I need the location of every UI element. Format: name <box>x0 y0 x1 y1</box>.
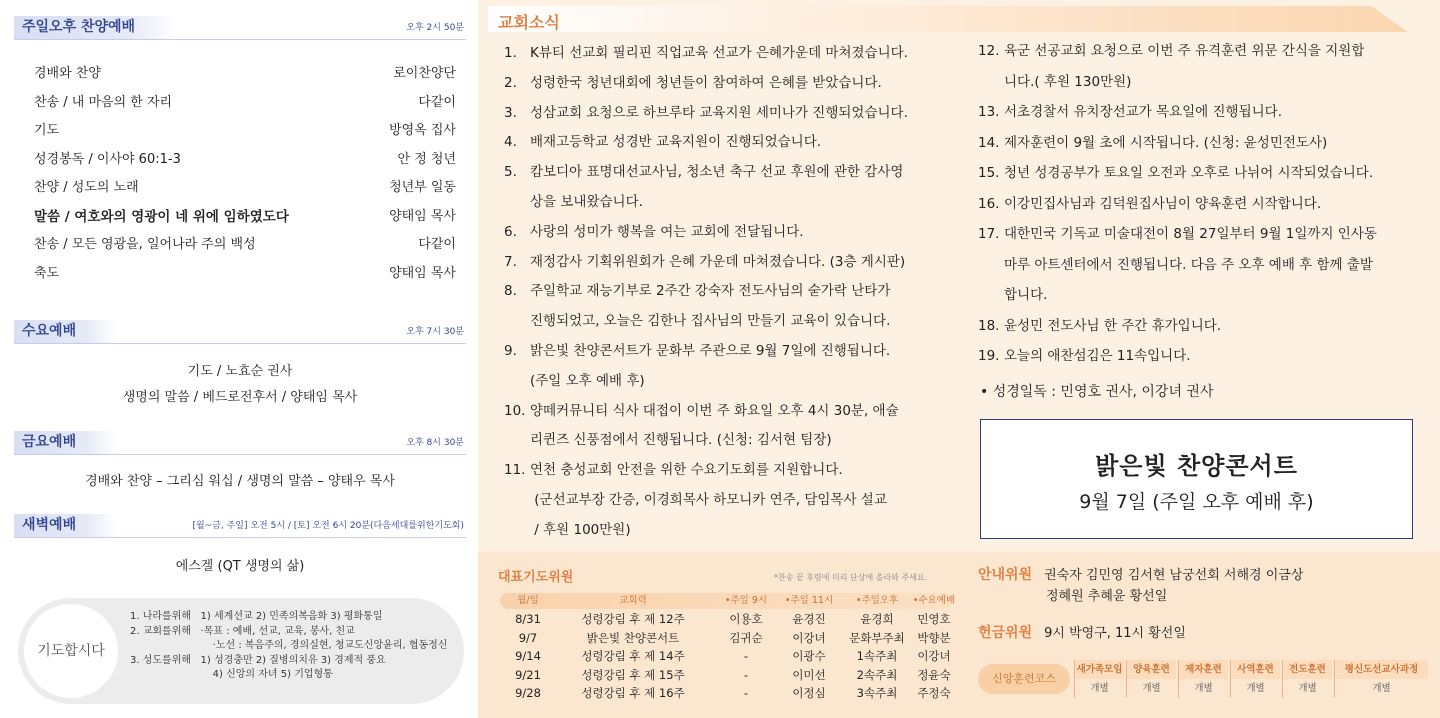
prayer-reps-cell: 2속주최 <box>856 667 898 682</box>
news-item-text: 밝은빛 찬양콘서트가 문화부 주관으로 9월 7일에 진행됩니다. <box>530 343 891 359</box>
news-item <box>504 337 890 367</box>
news-item-number: 14. <box>978 134 1000 151</box>
sunday-order-leader: 로이찬양단 <box>393 66 456 81</box>
prayer-reps-cell: 정윤숙 <box>917 667 951 682</box>
news-item <box>978 251 1373 281</box>
sunday-order-item: 찬송 / 내 마음의 한 자리 <box>34 94 173 110</box>
news-item <box>504 218 804 248</box>
friday-line-1: 경배와 찬양 – 그리심 워십 / 생명의 말씀 – 양태우 목사 <box>85 474 395 489</box>
prayer-reps-col-header: •주일오후 <box>855 595 899 606</box>
prayer-reps-cell: 이강녀 <box>917 649 951 663</box>
prayer-reps-cell: 9/7 <box>518 630 538 645</box>
prayer-reps-cell: 성령강림 후 제 15주 <box>581 667 685 682</box>
sunday-service-header <box>14 16 466 40</box>
news-item <box>978 190 1321 220</box>
training-course <box>1282 660 1332 698</box>
prayer-reps-cell: 박향분 <box>917 630 951 645</box>
prayer-reps-cell: 이정심 <box>792 686 826 700</box>
prayer-topic-line: 4) 신앙의 자녀 5) 기업형통 <box>130 669 333 680</box>
prayer-reps-col-header: •수요예배 <box>912 595 956 606</box>
prayer-reps-cell: 9/28 <box>515 686 541 700</box>
news-item <box>978 68 1131 98</box>
news-item-text: (주일 오후 예배 후) <box>530 372 645 389</box>
prayer-reps-row <box>500 684 952 702</box>
sunday-order-leader: 다같이 <box>418 237 456 252</box>
news-item <box>504 39 908 69</box>
sunday-order-row <box>34 120 456 142</box>
news-item <box>978 281 1047 311</box>
prayer-reps-cell: 8/31 <box>515 612 541 626</box>
training-course-value: 개별 <box>1246 683 1265 694</box>
news-item <box>504 158 903 188</box>
training-course <box>1178 660 1228 698</box>
news-title: 교회소식 <box>498 13 560 32</box>
news-item-number: 8. <box>504 283 517 300</box>
prayer-reps-cell: 9/21 <box>515 667 541 682</box>
sunday-order-row <box>34 177 456 199</box>
news-item <box>978 342 1191 372</box>
prayer-reps-header <box>500 593 956 609</box>
news-item <box>504 99 908 129</box>
news-item-number: 7. <box>504 253 517 270</box>
sunday-order-leader: 안 정 청년 <box>397 151 456 167</box>
news-item-text: 오늘의 애찬섬김은 11속입니다. <box>1004 348 1191 364</box>
bible-reading-names: : 민영호 권사, 이강녀 권사 <box>1046 384 1214 400</box>
training-label: 신앙훈련코스 <box>978 664 1070 694</box>
sunday-order-leader: 청년부 일동 <box>389 180 456 195</box>
training-course <box>1126 660 1176 698</box>
news-header-band <box>488 6 1408 32</box>
sunday-order-row <box>34 234 456 256</box>
wednesday-line-1: 기도 / 노효순 권사 <box>187 364 293 379</box>
training-course <box>1074 660 1124 698</box>
ushers-label: 안내위원 <box>978 567 1033 583</box>
news-item <box>978 129 1327 159</box>
wednesday-service-title: 수요예배 <box>14 320 116 343</box>
news-header <box>478 0 1440 34</box>
sunday-order-row <box>34 63 456 85</box>
news-item-text: 윤성민 전도사님 한 주간 휴가입니다. <box>1004 317 1222 334</box>
prayer-reps-cell: 주정숙 <box>917 686 951 700</box>
prayer-reps-row <box>500 629 952 647</box>
prayer-reps-cell: 이미선 <box>792 667 826 682</box>
news-item-text: 양떼커뮤니티 식사 대접이 이번 주 화요일 오후 4시 30분, 애슐 <box>530 402 899 419</box>
worship-schedule-panel <box>0 0 478 718</box>
news-item-text: 리퀸즈 신풍점에서 진행됩니다. (신청: 김서현 팀장) <box>530 432 832 449</box>
news-item-text: 이강민집사님과 김덕원집사님이 양육훈련 시작합니다. <box>1004 195 1322 212</box>
offering-label: 헌금위원 <box>978 625 1033 641</box>
ushers-line-1: 권숙자 김민영 김서현 남궁선회 서해경 이금상 <box>1044 568 1304 583</box>
news-item-text: / 후원 100만원) <box>530 521 631 538</box>
prayer-reps-col-header: 월/일 <box>517 595 539 606</box>
sunday-order-item: 성경봉독 / 이사야 60:1-3 <box>34 151 181 167</box>
news-item-text: 청년 성경공부가 토요일 오전과 오후로 나뉘어 시작되었습니다. <box>1004 165 1374 181</box>
prayer-reps-cell: - <box>743 667 749 682</box>
sunday-order-row <box>34 92 456 114</box>
news-item <box>504 367 645 397</box>
church-news-panel <box>478 0 1440 718</box>
dawn-service-time: [월~금, 주일] 오전 5시 / [토] 오전 6시 20분(다음세대를위한기도회) <box>192 521 464 531</box>
prayer-reps-cell: 9/14 <box>515 649 541 663</box>
prayer-reps-title: 대표기도위원 <box>498 570 574 585</box>
prayer-reps-cell: 이광수 <box>792 649 826 663</box>
prayer-reps-cell: - <box>743 649 749 663</box>
friday-service-header <box>14 431 466 455</box>
prayer-reps-cell: 성령강림 후 제 14주 <box>581 649 685 663</box>
news-item-text: 주일학교 재능기부로 2주간 강숙자 전도사님의 숟가락 난타가 <box>530 283 891 300</box>
news-item <box>504 277 890 307</box>
news-item-number: 2. <box>504 74 517 91</box>
news-item-number: 18. <box>978 317 1000 334</box>
friday-service-title: 금요예배 <box>14 431 116 454</box>
news-item-text: K뷰티 선교회 필리핀 직업교육 선교가 은혜가운데 마쳐졌습니다. <box>530 45 908 61</box>
news-item-text: 제자훈련이 9월 초에 시작됩니다. (신청: 윤성민전도사) <box>1004 134 1328 151</box>
news-item-text: 성삼교회 요청으로 하브루타 교육지원 세미나가 진행되었습니다. <box>530 104 908 121</box>
training-course-value: 개별 <box>1090 683 1109 694</box>
offering-text: 9시 박영구, 11시 황선일 <box>1044 626 1186 641</box>
news-item-text: 서초경찰서 유치장선교가 목요일에 진행됩니다. <box>1004 104 1282 120</box>
training-course <box>1230 660 1280 698</box>
prayer-reps-cell: 1속주최 <box>856 649 898 663</box>
news-item <box>504 69 882 99</box>
wednesday-service-time: 오후 7시 30분 <box>406 327 464 337</box>
news-item-text: 진행되었고, 오늘은 김한나 집사님의 만들기 교육이 있습니다. <box>530 313 891 330</box>
training-course-name: 전도훈련 <box>1283 660 1332 679</box>
news-item-number: 4. <box>504 134 517 151</box>
prayer-reps-col-header: •주일 9시 <box>724 595 768 606</box>
sunday-order-leader: 방영옥 집사 <box>389 123 456 138</box>
news-item-number: 13. <box>978 104 1000 120</box>
prayer-box <box>18 598 464 704</box>
news-item <box>504 456 843 486</box>
prayer-reps-row <box>500 647 952 665</box>
training-course-value: 개별 <box>1194 683 1213 694</box>
concert-box <box>980 419 1413 539</box>
news-item <box>504 248 905 278</box>
prayer-reps-cell: 윤경진 <box>792 612 826 626</box>
news-item-text: 성령한국 청년대회에 청년들이 참여하여 은혜를 받았습니다. <box>530 74 882 91</box>
sunday-order-row <box>34 263 456 285</box>
concert-subtitle: 9월 7일 (주일 오후 예배 후) <box>1079 491 1314 513</box>
prayer-reps-cell: 김귀순 <box>729 630 763 645</box>
training-course-value: 개별 <box>1298 683 1317 694</box>
news-item-text: 캄보디아 표명대선교사님, 청소년 축구 선교 후원에 관한 감사영 <box>530 164 904 181</box>
sunday-order-item: 기도 <box>34 123 60 138</box>
prayer-reps-cell: 이강녀 <box>792 630 826 645</box>
training-course-name: 사역훈련 <box>1231 660 1280 679</box>
training-course-value: 개별 <box>1142 683 1161 694</box>
prayer-reps-cell: 3속주최 <box>856 686 898 700</box>
wednesday-service-header <box>14 320 466 344</box>
friday-service-time: 오후 8시 30분 <box>406 438 464 448</box>
news-item-text: 사랑의 성미가 행복을 여는 교회에 전달됩니다. <box>530 223 804 240</box>
wednesday-line-2: 생명의 말씀 / 베드로전후서 / 양태임 목사 <box>122 390 358 405</box>
prayer-reps-cell: - <box>743 686 749 700</box>
prayer-reps-cell: 윤경희 <box>860 612 894 626</box>
news-item-text: 대한민국 기독교 미술대전이 8월 27일부터 9월 1일까지 인사동 <box>1004 226 1377 242</box>
news-item <box>978 159 1373 189</box>
prayer-reps-note: *찬송 끝 후렴에 미리 단상에 올라와 주세요. <box>774 573 928 582</box>
ushers-line-2: 정혜원 추혜윤 황선일 <box>1046 589 1168 604</box>
bottom-section <box>478 552 1440 718</box>
news-item-text: (군선교부장 간증, 이경희목사 하모니카 연주, 담임목사 설교 <box>530 492 887 508</box>
sunday-order-leader: 다같이 <box>418 94 456 110</box>
news-item-text: 니다.( 후원 130만원) <box>1004 73 1132 90</box>
news-item-text: 합니다. <box>1004 287 1048 303</box>
news-item <box>504 486 887 516</box>
news-item-number: 5. <box>504 164 517 181</box>
prayer-reps-col-header: •주일 11시 <box>784 595 834 606</box>
news-item-number: 19. <box>978 348 1000 364</box>
news-item <box>504 128 821 158</box>
news-item-number: 3. <box>504 104 517 121</box>
sunday-order-row <box>34 206 456 228</box>
sunday-order-item: 찬양 / 성도의 노래 <box>34 180 139 195</box>
prayer-topic-line: ·노선 : 복음주의, 경의실현, 청교도신앙윤리, 협동정신 <box>130 640 448 651</box>
prayer-label: 기도합시다 <box>24 604 118 698</box>
concert-title: 밝은빛 찬양콘서트 <box>1095 452 1298 480</box>
news-item-text: 육군 선공교회 요청으로 이번 주 유격훈련 위문 간식을 지원합 <box>1004 43 1365 59</box>
training-course-name: 양육훈련 <box>1127 660 1176 679</box>
prayer-topics <box>130 610 447 683</box>
ushers <box>978 564 1303 587</box>
news-item <box>978 37 1364 67</box>
training-course <box>1334 660 1428 698</box>
sunday-order-leader: 양태임 목사 <box>389 265 456 281</box>
news-item <box>504 188 643 218</box>
news-item-number: 16. <box>978 195 1000 212</box>
news-item <box>504 307 890 337</box>
training-course-name: 평신도선교사과정 <box>1335 660 1428 679</box>
news-item <box>504 516 631 546</box>
prayer-topic-line: 1. 나라를위해 1) 세계선교 2) 민족의복음화 3) 평화통일 <box>130 611 383 622</box>
prayer-reps-row <box>500 666 952 684</box>
prayer-reps-cell: 밝은빛 찬양콘서트 <box>586 630 680 645</box>
dawn-service-header <box>14 514 466 538</box>
news-item-text: 재정감사 기획위원회가 은혜 가운데 마쳐졌습니다. (3층 게시판) <box>530 253 906 270</box>
news-item <box>978 98 1282 128</box>
news-item-number: 9. <box>504 343 517 359</box>
sunday-order-item: 경배와 찬양 <box>34 66 101 81</box>
sunday-order-leader: 양태임 목사 <box>389 208 456 224</box>
sunday-order-item: 말씀 / 여호와의 영광이 네 위에 임하였도다 <box>34 208 289 225</box>
news-item-text: 연천 충성교회 안전을 위한 수요기도회를 지원합니다. <box>530 462 843 479</box>
sunday-service-title: 주일오후 찬양예배 <box>14 16 175 39</box>
training-course-name: 제자훈련 <box>1179 660 1228 679</box>
sunday-order-row <box>34 149 456 171</box>
news-item-number: 1. <box>504 45 517 61</box>
prayer-reps-col-header: 교회력 <box>619 595 647 606</box>
bible-reading-label: • 성경일독 <box>980 384 1047 400</box>
news-item-number: 10. <box>504 402 526 419</box>
prayer-reps-cell: 문화부주최 <box>849 630 905 645</box>
news-item-number: 12. <box>978 43 1000 59</box>
news-item <box>978 312 1221 342</box>
sunday-order-item: 찬송 / 모든 영광을, 일어나라 주의 백성 <box>34 237 256 252</box>
dawn-service-title: 새벽예배 <box>14 514 116 537</box>
news-item-number: 17. <box>978 226 1000 242</box>
prayer-topic-line: 2. 교회를위해 ·목표 : 예배, 선교, 교육, 봉사, 친교 <box>130 625 355 637</box>
dawn-line-1: 에스겔 (QT 생명의 삶) <box>175 559 305 574</box>
training-course-name: 새가족모임 <box>1075 660 1124 679</box>
sunday-order-item: 축도 <box>34 265 60 281</box>
prayer-reps-cell: 민영호 <box>917 612 951 626</box>
training-courses <box>978 660 1422 698</box>
news-item <box>504 426 832 456</box>
prayer-reps-cell: 이용호 <box>729 612 763 626</box>
news-item-number: 6. <box>504 223 517 240</box>
news-item <box>978 220 1377 250</box>
prayer-reps-cell: 성령강림 후 제 16주 <box>581 686 685 700</box>
training-course-value: 개별 <box>1372 683 1391 694</box>
prayer-reps-row <box>500 610 952 628</box>
bible-reading <box>980 378 1213 408</box>
prayer-topic-line: 3. 성도를위해 1) 성경충만 2) 질병의치유 3) 경제적 풍요 <box>130 654 386 666</box>
sunday-service-time: 오후 2시 50분 <box>406 23 464 33</box>
news-item <box>504 397 899 427</box>
offering <box>978 622 1186 645</box>
news-item-text: 마루 아트센터에서 진행됩니다. 다음 주 오후 예배 후 함께 출발 <box>1004 256 1373 273</box>
news-item-text: 상을 보내왔습니다. <box>530 194 643 210</box>
news-item-text: 배재고등학교 성경반 교육지원이 진행되었습니다. <box>530 134 822 151</box>
news-item-number: 11. <box>504 462 526 479</box>
news-item-number: 15. <box>978 165 1000 181</box>
prayer-reps-cell: 성령강림 후 제 12주 <box>581 612 685 626</box>
